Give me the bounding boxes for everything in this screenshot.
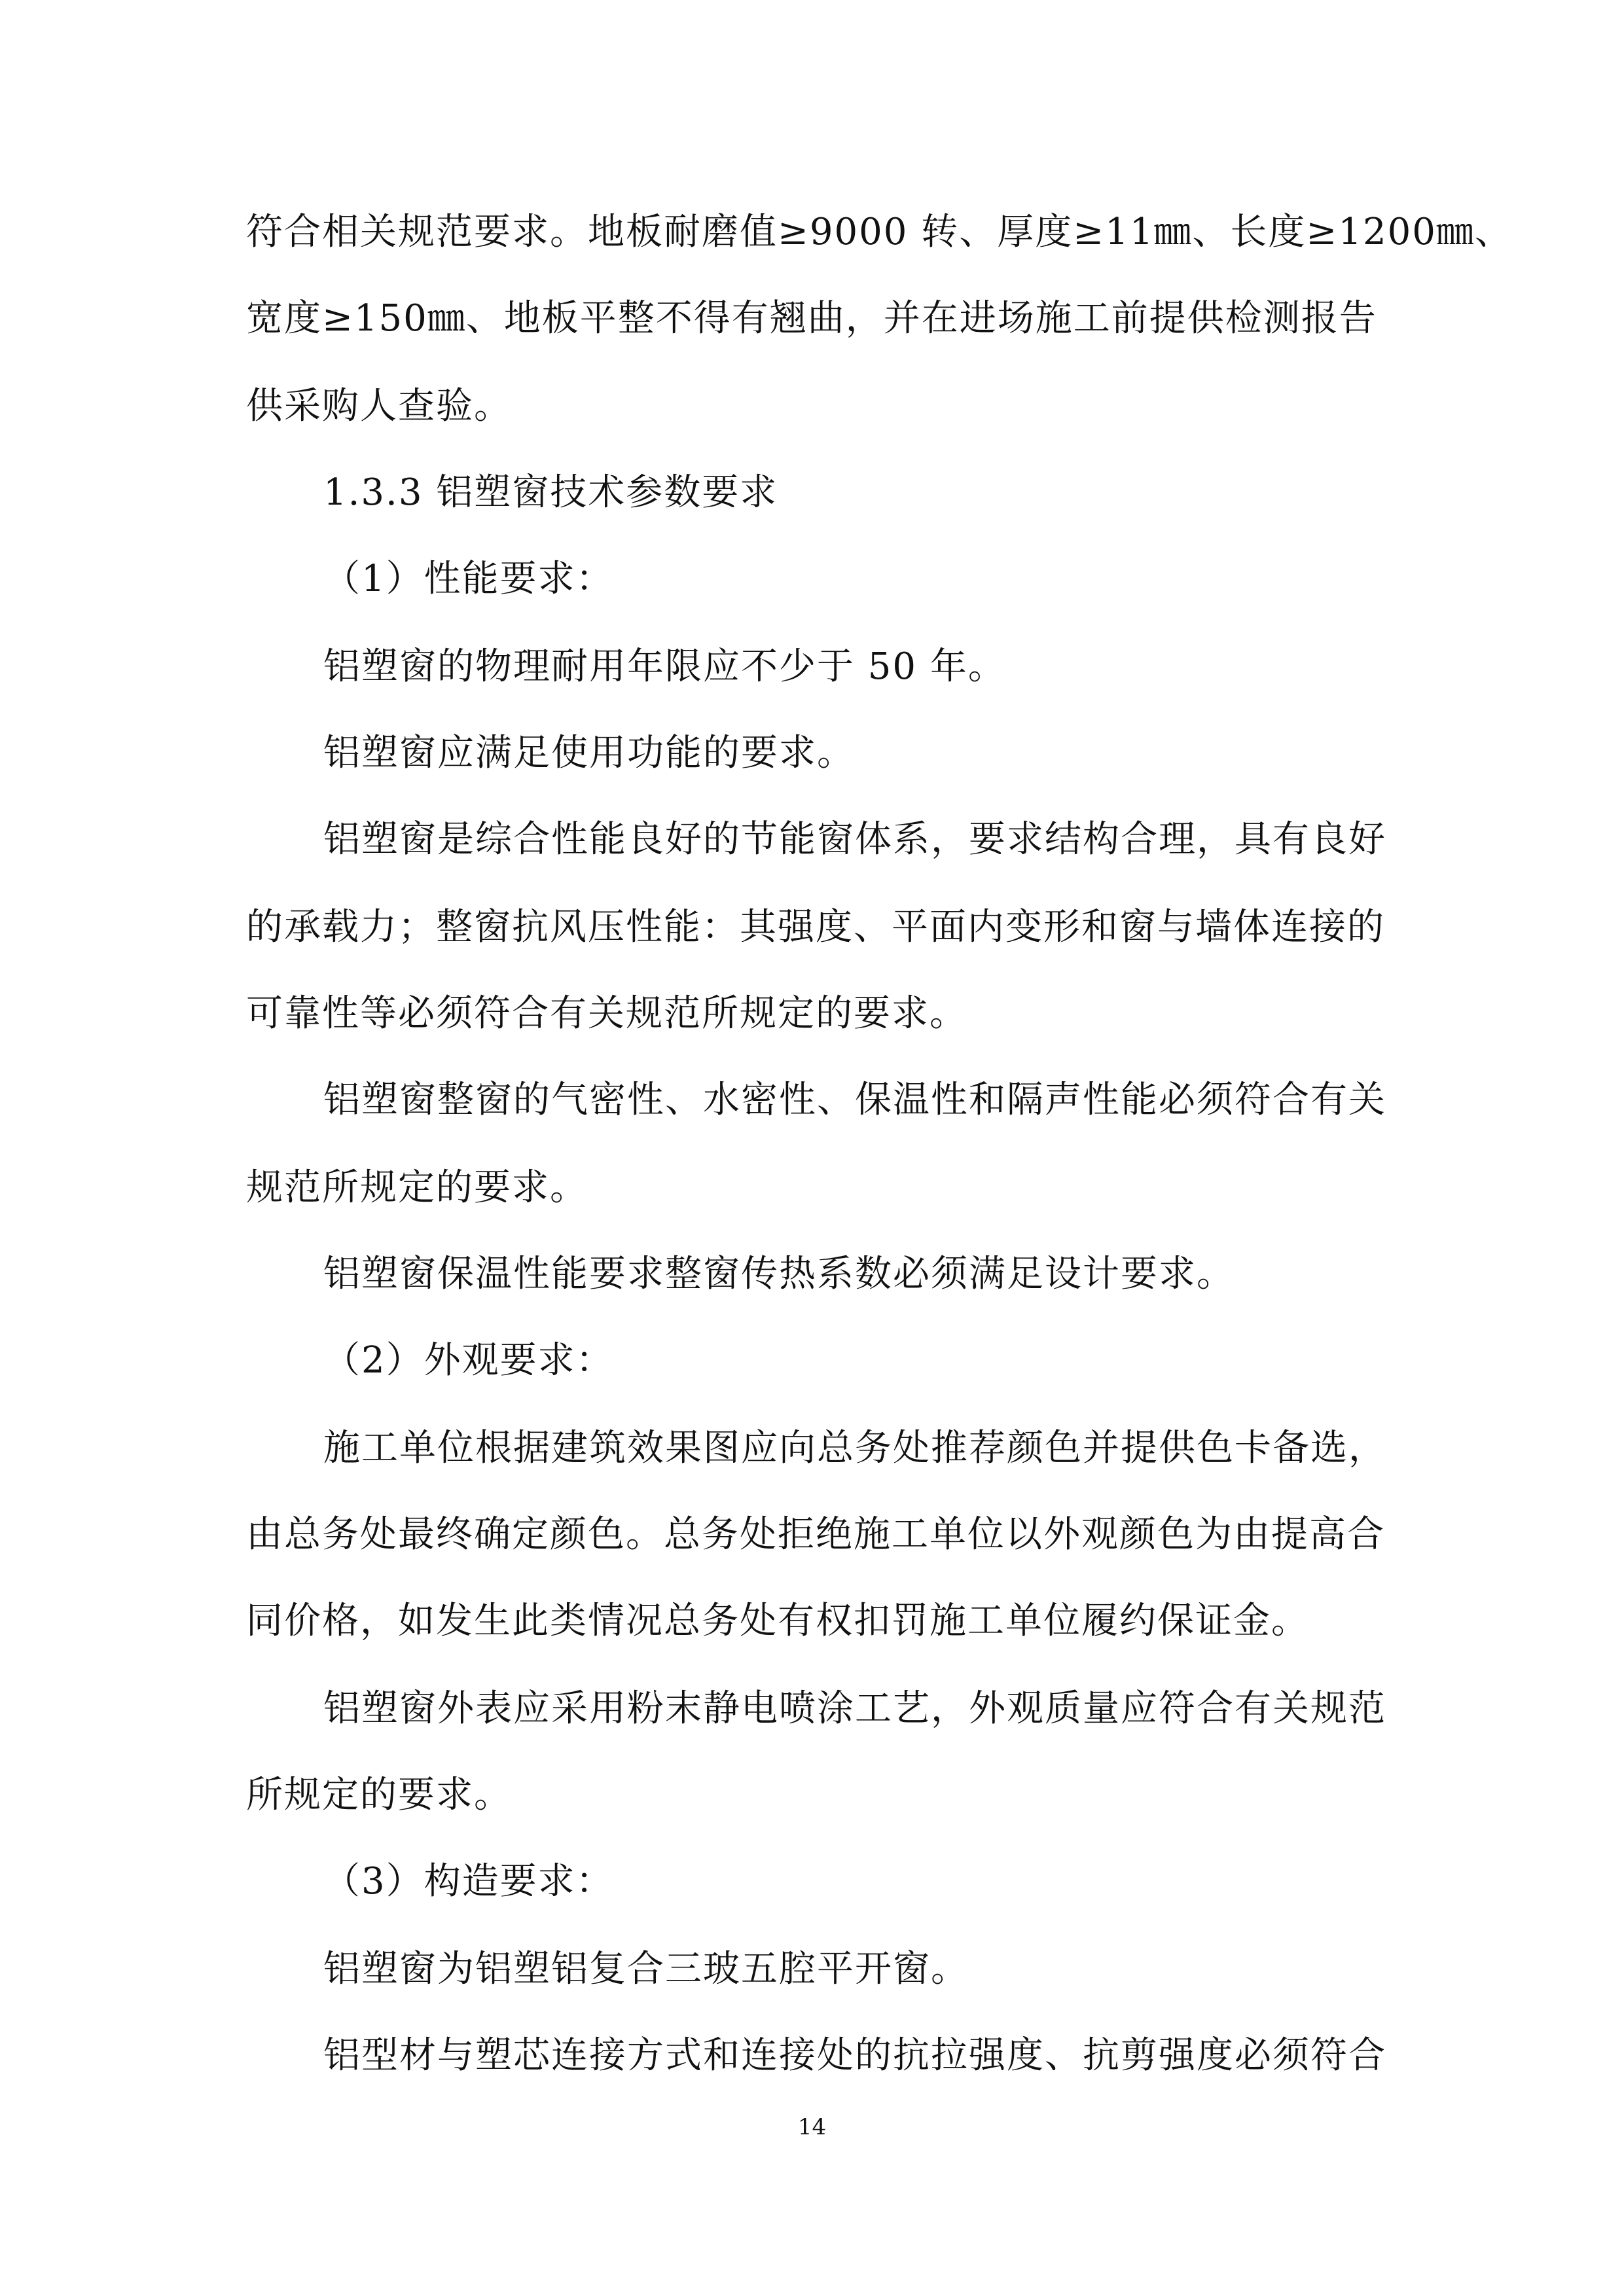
subheading-performance: （1）性能要求： — [323, 558, 614, 600]
text-line-8: 铝塑窗是综合性能良好的节能窗体系，要求结构合理，具有良好 — [323, 818, 1386, 861]
section-heading-1-3-3: 1.3.3 铝塑窗技术参数要求 — [323, 471, 778, 514]
subheading-construction: （3）构造要求： — [323, 1860, 614, 1903]
subheading-appearance: （2）外观要求： — [323, 1339, 614, 1382]
text-line-19: 所规定的要求。 — [246, 1774, 512, 1816]
text-line-10: 可靠性等必须符合有关规范所规定的要求。 — [246, 992, 967, 1035]
text-line-11: 铝塑窗整窗的气密性、水密性、保温性和隔声性能必须符合有关 — [323, 1079, 1386, 1121]
text-line-15: 施工单位根据建筑效果图应向总务处推荐颜色并提供色卡备选， — [323, 1427, 1386, 1469]
text-line-18: 铝塑窗外表应采用粉末静电喷涂工艺，外观质量应符合有关规范 — [323, 1687, 1386, 1730]
text-line-2: 宽度≥150㎜、地板平整不得有翘曲，并在进场施工前提供检测报告 — [246, 297, 1377, 340]
text-line-21: 铝塑窗为铝塑铝复合三玻五腔平开窗。 — [323, 1948, 969, 1990]
text-line-9: 的承载力；整窗抗风压性能：其强度、平面内变形和窗与墙体连接的 — [246, 906, 1385, 948]
text-line-16: 由总务处最终确定颜色。总务处拒绝施工单位以外观颜色为由提高合 — [246, 1513, 1385, 1556]
text-line-13: 铝塑窗保温性能要求整窗传热系数必须满足设计要求。 — [323, 1253, 1235, 1295]
text-line-3: 供采购人查验。 — [246, 385, 512, 427]
text-line-12: 规范所规定的要求。 — [246, 1166, 588, 1209]
text-line-1: 符合相关规范要求。地板耐磨值≥9000 转、厚度≥11㎜、长度≥1200㎜、 — [246, 211, 1513, 253]
text-line-7: 铝塑窗应满足使用功能的要求。 — [323, 732, 855, 774]
text-line-6: 铝塑窗的物理耐用年限应不少于 50 年。 — [323, 645, 1006, 688]
page-number: 14 — [797, 2114, 827, 2140]
text-line-17: 同价格，如发生此类情况总务处有权扣罚施工单位履约保证金。 — [246, 1600, 1309, 1642]
text-line-22: 铝型材与塑芯连接方式和连接处的抗拉强度、抗剪强度必须符合 — [323, 2034, 1386, 2077]
